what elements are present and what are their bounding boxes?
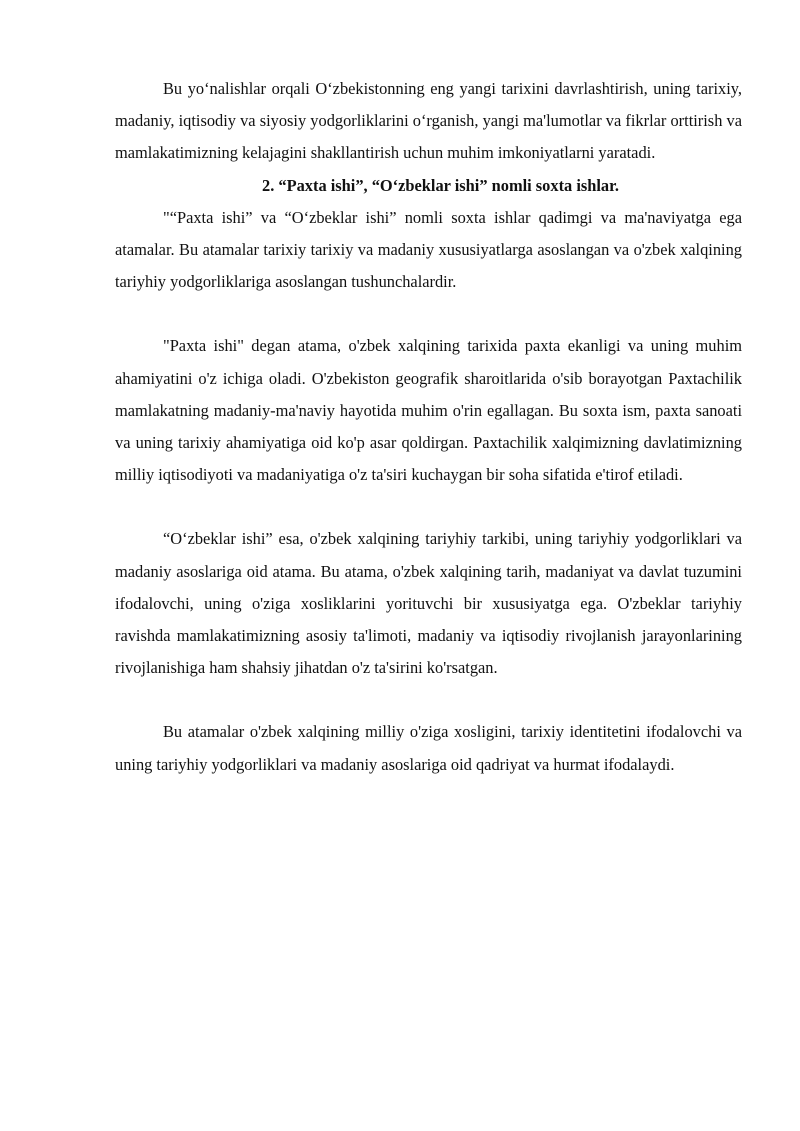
section-heading: 2. “Paxta ishi”, “O‘zbeklar ishi” nomli soxta ishlar. xyxy=(262,175,619,195)
paragraph-ozbeklar-ishi: “O‘zbeklar ishi” esa, o'zbek xalqining tariyhiy tarkibi, uning tariyhiy yodgorliklari va madaniy asoslariga oid atama. Bu atama, o'zbek xalqining tarih, madaniyat va davlat tuzumini ifodalovchi, uning o'ziga xosliklarini yorituvchi bir xususiyatga ega. O'zbeklar tariyhiy ravishda mamlakatimizning asosiy ta'limoti, madaniy va iqtisodiy rivojlanish jarayonlarining rivojlanishiga ham shahsiy jihatdan o'z ta'sirini ko'rsatgan. xyxy=(115,529,742,678)
intro-paragraph: Bu yo‘nalishlar orqali O‘zbekistonning eng yangi tarixini davrlashtirish, uning tarixiy, madaniy, iqtisodiy va siyosiy yodgorliklarini o‘rganish, yangi ma'lumotlar va fikrlar orttirish va mamlakatimizning kelajagini shakllantirish uchun muhim imkoniyatlarni yaratadi. xyxy=(115,79,742,163)
paragraph-conclusion: Bu atamalar o'zbek xalqining milliy o'ziga xosligini, tarixiy identitetini ifodalovchi va uning tariyhiy yodgorliklari va madaniy asoslariga oid qadriyat va hurmat ifodalaydi. xyxy=(115,722,742,774)
paragraph-gap xyxy=(115,684,742,716)
document-page xyxy=(115,73,742,781)
paragraph-paxta-uzbek-terms: "“Paxta ishi” va “O‘zbeklar ishi” nomli soxta ishlar qadimgi va ma'naviyatga ega atamalar. Bu atamalar tarixiy tarixiy va madaniy xususiyatlarga asoslangan va o'zbek xalqining tariyhiy yodgorliklariga asoslangan tushunchalardir. xyxy=(115,207,742,292)
paragraph-gap xyxy=(115,298,742,330)
paragraph-paxta-ishi: "Paxta ishi" degan atama, o'zbek xalqining tarixida paxta ekanligi va uning muhim ahamiyatini o'z ichiga oladi. O'zbekiston geografik sharoitlarida o'sib borayotgan Paxtachilik mamlakatning madaniy-ma'naviy hayotida muhim o'rin egallagan. Bu soxta ism, paxta sanoati va uning tarixiy ahamiyatiga oid ko'p asar qoldirgan. Paxtachilik xalqimizning davlatimizning milliy iqtisodiyoti va madaniyatiga o'z ta'siri kuchaygan bir soha sifatida e'tirof etiladi. xyxy=(115,336,742,485)
paragraph-gap xyxy=(115,491,742,523)
